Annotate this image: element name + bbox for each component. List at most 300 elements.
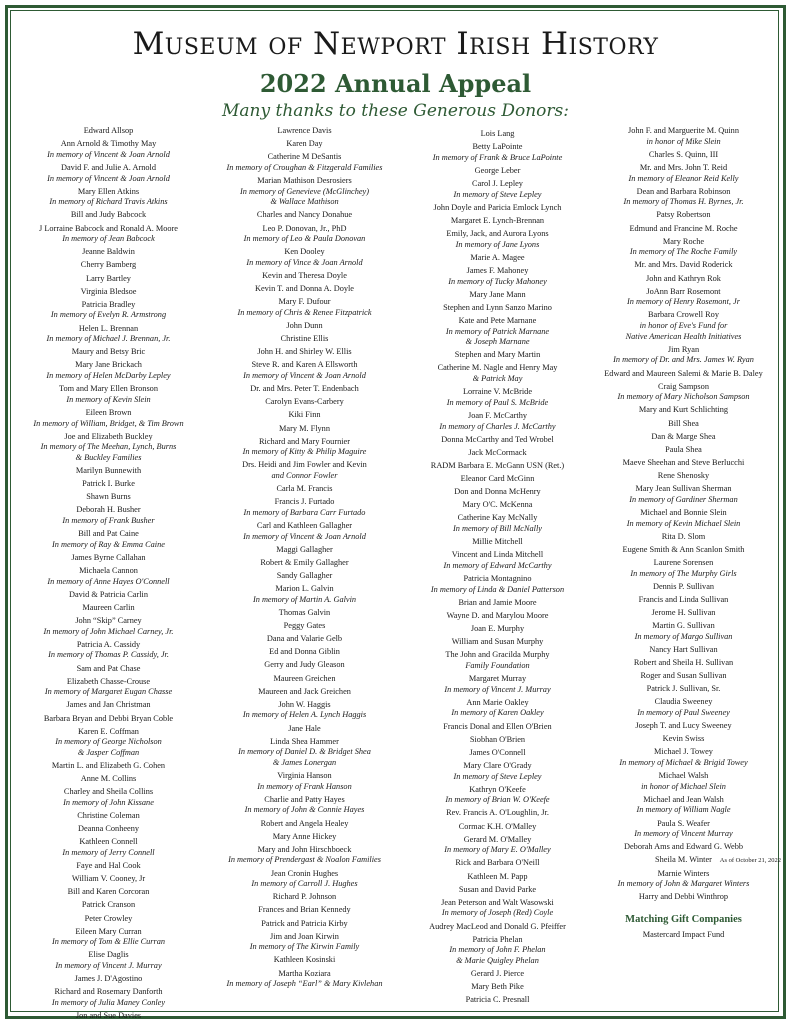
donor-name: Emily, Jack, and Aurora Lyons bbox=[446, 229, 549, 238]
donor-name: Kevin and Theresa Doyle bbox=[262, 271, 347, 280]
donor-name: Leo P. Donovan, Jr., PhD bbox=[262, 223, 347, 233]
donor-name: Kathleen Connell bbox=[79, 837, 138, 847]
donor-entry bbox=[212, 460, 397, 481]
donor-name: Deanna Conheeny bbox=[77, 824, 140, 834]
donor-entry bbox=[212, 737, 397, 769]
matching-gift-title: Matching Gift Companies bbox=[625, 913, 742, 925]
donor-dedication: In memory of Thomas P. Cassidy, Jr. bbox=[48, 650, 169, 660]
donor-dedication: In memory of Vincent J. Murray bbox=[444, 684, 551, 694]
donor-entry bbox=[586, 532, 781, 543]
donor-name: Christine Coleman bbox=[77, 811, 140, 820]
donor-name: Patrick and Patricia Kirby bbox=[261, 918, 348, 928]
donor-entry bbox=[405, 550, 590, 571]
donor-entry bbox=[586, 150, 781, 161]
donor-dedication: In memory of Linda & Daniel Patterson bbox=[430, 584, 565, 594]
donor-name: Jack McCormack bbox=[468, 447, 527, 457]
donor-name: Francis and Linda Sullivan bbox=[638, 594, 729, 604]
donor-entry bbox=[405, 500, 590, 511]
donor-name: Maggi Gallagher bbox=[276, 544, 333, 554]
donor-name: Marie A. Magee bbox=[470, 252, 525, 262]
donor-entry bbox=[212, 905, 397, 916]
donor-name: Gerard M. O'Malley bbox=[463, 834, 532, 844]
donor-name: Susan and David Parke bbox=[458, 884, 537, 894]
donor-entry bbox=[16, 824, 201, 835]
donor-name: Eileen Mary Curran bbox=[75, 926, 142, 936]
donor-dedication: In memory of William Nagle bbox=[636, 805, 731, 815]
donor-entry bbox=[586, 471, 781, 482]
donor-entry bbox=[405, 574, 590, 595]
donor-dedication: In memory of Vincent J. Murray bbox=[55, 961, 162, 970]
donor-name: Cherry Bamberg bbox=[80, 260, 137, 270]
donor-name: Robert & Emily Gallagher bbox=[260, 557, 349, 567]
donor-name: Rene Shenosky bbox=[657, 471, 710, 480]
donor-name: Patsy Robertson bbox=[656, 210, 711, 220]
donor-name: Marnie Winters bbox=[657, 868, 710, 878]
donor-entry bbox=[212, 497, 397, 518]
donor-entry bbox=[405, 129, 590, 140]
donor-entry bbox=[16, 360, 201, 381]
donor-name: Joe and Elizabeth Buckley bbox=[64, 431, 153, 441]
donor-name: Betty LaPointe bbox=[472, 142, 523, 152]
donor-name: Helen L. Brennan bbox=[78, 323, 139, 333]
donor-dedication: In memory of Tom & Ellie Curran bbox=[51, 937, 166, 947]
donor-entry bbox=[586, 582, 781, 593]
donor-entry bbox=[405, 303, 590, 314]
donor-name: Elizabeth Chasse-Crouse bbox=[66, 676, 151, 686]
donor-dedication: In memory of Julia Maney Conley bbox=[51, 997, 166, 1007]
donor-entry bbox=[586, 658, 781, 669]
donor-entry bbox=[405, 166, 590, 177]
donor-entry bbox=[586, 721, 781, 732]
donor-entry bbox=[16, 590, 201, 601]
donor-dedication: & Jasper Coffman bbox=[77, 747, 140, 757]
donor-name: Ann Arnold & Timothy May bbox=[60, 139, 157, 149]
donor-column-4 bbox=[586, 126, 781, 940]
donor-name: Bill and Judy Babcock bbox=[70, 210, 147, 220]
donor-name: Francis J. Furtado bbox=[274, 497, 335, 507]
donor-name: John Doyle and Paricia Emlock Lynch bbox=[433, 202, 562, 212]
donor-name: Mr. and Mrs. John T. Reid bbox=[639, 162, 728, 172]
donor-entry bbox=[405, 513, 590, 534]
donor-dedication: In memory of Vincent & Joan Arnold bbox=[47, 149, 170, 159]
donor-dedication: In memory of Kevin Slein bbox=[66, 394, 151, 404]
donor-name: Maureen Carlin bbox=[82, 602, 135, 612]
donor-entry bbox=[405, 290, 590, 301]
donor-name: Peter Crowley bbox=[84, 913, 133, 923]
donor-entry bbox=[405, 387, 590, 408]
donor-dedication: In memory of William, Bridget, & Tim Brown bbox=[33, 418, 184, 428]
donor-entry bbox=[212, 932, 397, 953]
donor-entry bbox=[16, 466, 201, 477]
donor-dedication: In memory of Carroll J. Hughes bbox=[251, 879, 358, 889]
donor-entry bbox=[405, 835, 590, 856]
donor-entry bbox=[586, 445, 781, 456]
donor-entry bbox=[16, 187, 201, 208]
donor-entry bbox=[212, 571, 397, 582]
donor-name: Marion L. Galvin bbox=[275, 584, 334, 594]
page-title: Museum of Newport Irish History bbox=[132, 26, 659, 62]
donor-dedication: In memory of Henry Rosemont, Jr bbox=[627, 297, 740, 307]
donor-entry bbox=[586, 210, 781, 221]
donor-name: Rick and Barbara O'Neill bbox=[455, 858, 540, 868]
donor-entry bbox=[16, 210, 201, 221]
donor-name: Michael J. Towey bbox=[654, 747, 713, 757]
donor-entry bbox=[405, 216, 590, 227]
donor-entry bbox=[586, 545, 781, 556]
donor-name: Kathryn O'Keefe bbox=[469, 784, 526, 794]
donor-dedication: In memory of Daniel D. & Bridget Shea bbox=[238, 747, 371, 757]
donor-dedication: In memory of John Kissane bbox=[63, 797, 154, 807]
donor-entry bbox=[16, 677, 201, 698]
donor-entry bbox=[212, 397, 397, 408]
donor-entry bbox=[405, 922, 590, 933]
donor-entry bbox=[586, 187, 781, 208]
donor-entry bbox=[212, 687, 397, 698]
donor-name: Mr. and Mrs. David Roderick bbox=[634, 260, 733, 270]
donor-entry bbox=[16, 761, 201, 772]
donor-name: Elise Daglis bbox=[88, 950, 129, 960]
donor-entry bbox=[586, 432, 781, 443]
donor-name: Ken Dooley bbox=[284, 247, 325, 257]
donor-entry bbox=[405, 722, 590, 733]
donor-dedication: In memory of John Michael Carney, Jr. bbox=[43, 626, 174, 636]
donor-name: Lorraine V. McBride bbox=[462, 387, 533, 397]
donor-dedication: In memory of Thomas H. Byrnes, Jr. bbox=[623, 197, 744, 207]
donor-entry bbox=[586, 237, 781, 258]
donor-name: Deborah Ams and Edward G. Webb bbox=[624, 842, 743, 852]
donor-name: Thomas Galvin bbox=[278, 607, 331, 617]
donor-name: Charlie and Patty Hayes bbox=[264, 794, 345, 804]
donor-entry bbox=[586, 224, 781, 235]
donor-dedication: In memory of Vincent Murray bbox=[634, 829, 733, 839]
donor-entry bbox=[586, 697, 781, 718]
donor-name: Roger and Susan Sullivan bbox=[640, 671, 727, 680]
donor-name: Mary and John Hirschboeck bbox=[257, 844, 352, 854]
donor-dedication: & Marie Quigley Phelan bbox=[456, 955, 539, 965]
donor-name: Margaret Murray bbox=[468, 674, 527, 683]
donor-name: JoAnn Barr Rosemont bbox=[646, 286, 721, 296]
donor-entry bbox=[212, 347, 397, 358]
donor-entry bbox=[405, 982, 590, 993]
donor-dedication: In memory of Anne Hayes O'Connell bbox=[47, 576, 170, 586]
donor-entry bbox=[405, 611, 590, 622]
donor-name: John W. Haggis bbox=[278, 699, 331, 709]
donor-dedication: In memory of Frank Hanson bbox=[257, 781, 352, 791]
donor-name: Carolyn Evans-Carbery bbox=[265, 397, 344, 407]
donor-name: Joseph T. and Lucy Sweeney bbox=[635, 721, 732, 730]
donor-name: Frances and Brian Kennedy bbox=[258, 905, 351, 915]
donor-name: Mary Clare O'Grady bbox=[463, 760, 532, 770]
donor-dedication: & James Lonergan bbox=[272, 757, 337, 767]
donor-entry bbox=[405, 898, 590, 919]
donor-name: Gerry and Judy Gleason bbox=[264, 660, 345, 670]
donor-name: James J. D'Agostino bbox=[74, 974, 143, 984]
donor-entry bbox=[212, 608, 397, 619]
donor-entry bbox=[586, 558, 781, 579]
donor-dedication: In memory of Steve Lepley bbox=[453, 189, 542, 199]
donor-dedication: In memory of Frank & Bruce LaPointe bbox=[432, 152, 563, 162]
donor-entry bbox=[16, 139, 201, 160]
donor-entry bbox=[586, 869, 781, 890]
donor-entry bbox=[212, 126, 397, 137]
donor-entry bbox=[16, 914, 201, 925]
donor-name: Francis Donal and Ellen O'Brien bbox=[443, 721, 552, 731]
donor-name: Paula Shea bbox=[665, 444, 702, 454]
donor-dedication: In memory of Vincent & Joan Arnold bbox=[243, 531, 366, 541]
donor-entry bbox=[586, 287, 781, 308]
donor-entry bbox=[586, 126, 781, 147]
donor-entry bbox=[405, 858, 590, 869]
donor-name: John and Kathryn Rok bbox=[646, 273, 721, 283]
donor-entry bbox=[16, 811, 201, 822]
donor-name: Lawrence Davis bbox=[277, 126, 332, 135]
donor-entry bbox=[586, 405, 781, 416]
donor-dedication: Native American Health Initiatives bbox=[625, 331, 742, 341]
donor-name: Marilyn Bunnewith bbox=[75, 466, 142, 475]
donor-entry bbox=[212, 521, 397, 542]
donor-name: Mary Jean Sullivan Sherman bbox=[635, 484, 732, 494]
donor-dedication: In memory of Paul Sweeney bbox=[637, 707, 730, 717]
donor-dedication: In memory of The Murphy Girls bbox=[630, 568, 737, 578]
donor-entry bbox=[405, 650, 590, 671]
donor-name: Ann Marie Oakley bbox=[466, 697, 529, 707]
donor-name: Cormac K.H. O'Malley bbox=[458, 821, 537, 831]
donor-name: Jim and Joan Kirwin bbox=[270, 931, 339, 941]
donor-name: Paula S. Weafer bbox=[657, 818, 710, 828]
donor-entry bbox=[586, 274, 781, 285]
donor-entry bbox=[16, 927, 201, 948]
donor-name: Michaela Cannon bbox=[79, 566, 138, 575]
donor-dedication: In memory of Martin A. Galvin bbox=[252, 594, 357, 604]
donor-name: Eleanor Card McGinn bbox=[460, 474, 535, 483]
donor-entry bbox=[212, 410, 397, 421]
donor-name: Mary O'C. McKenna bbox=[462, 500, 533, 510]
donor-name: Jerome H. Sullivan bbox=[651, 607, 716, 617]
donor-entry bbox=[16, 664, 201, 675]
donor-dedication: In memory of Steve Lepley bbox=[453, 771, 542, 781]
donor-dedication: In memory of Brian W. O'Keefe bbox=[445, 795, 550, 805]
donor-dedication: In memory of George Nicholson bbox=[55, 737, 162, 747]
donor-name: Jean Cronin Hughes bbox=[270, 868, 339, 878]
donor-dedication: In memory of Mary Nicholson Sampson bbox=[617, 392, 750, 402]
donor-name: Catherine M. Nagle and Henry May bbox=[437, 363, 558, 373]
donor-entry bbox=[405, 253, 590, 264]
donor-name: George Leber bbox=[474, 165, 521, 175]
donor-entry bbox=[16, 900, 201, 911]
donor-dedication: In memory of John & Connie Hayes bbox=[244, 805, 365, 815]
donor-dedication: In memory of Helen McDarby Lepley bbox=[46, 371, 171, 380]
donor-entry bbox=[586, 608, 781, 619]
donor-entry bbox=[586, 795, 781, 816]
donor-entry bbox=[16, 529, 201, 550]
donor-entry bbox=[405, 761, 590, 782]
as-of-date: As of October 21, 2022 bbox=[719, 857, 781, 864]
donor-name: Patricia Bradley bbox=[81, 299, 136, 309]
donor-name: Mary Ellen Atkins bbox=[77, 186, 140, 196]
donor-entry bbox=[16, 553, 201, 564]
donor-name: Joan E. Murphy bbox=[470, 624, 525, 633]
donor-name: Patrick Cranson bbox=[81, 900, 136, 910]
donor-column-3 bbox=[405, 129, 590, 1006]
donor-entry bbox=[16, 126, 201, 137]
header bbox=[0, 24, 791, 122]
donor-entry bbox=[586, 671, 781, 682]
donor-entry bbox=[16, 566, 201, 587]
donor-entry bbox=[16, 887, 201, 898]
donor-name: John H. and Shirley W. Ellis bbox=[257, 347, 352, 357]
donor-entry bbox=[405, 698, 590, 719]
donor-dedication: In memory of Jerry Connell bbox=[62, 847, 155, 857]
donor-dedication: In memory of Eleanor Reid Kelly bbox=[628, 173, 739, 183]
donor-entry bbox=[16, 408, 201, 429]
donor-entry bbox=[16, 861, 201, 872]
donor-entry bbox=[586, 684, 781, 695]
donor-entry bbox=[16, 874, 201, 885]
donor-entry bbox=[16, 727, 201, 759]
page-subtitle: 2022 Annual Appeal bbox=[259, 69, 532, 98]
donor-entry bbox=[16, 700, 201, 711]
donor-dedication: In memory of Chris & Renee Fitzpatrick bbox=[237, 307, 372, 317]
donor-entry bbox=[16, 950, 201, 971]
donor-name: Larry Bartley bbox=[86, 273, 131, 283]
donor-entry bbox=[16, 300, 201, 321]
donor-entry bbox=[212, 297, 397, 318]
donor-entry bbox=[212, 634, 397, 645]
donor-dedication: In memory of Patrick Marnane bbox=[445, 326, 550, 336]
donor-name: Kathleen M. Papp bbox=[467, 871, 528, 881]
donor-name: Richard and Mary Fournier bbox=[258, 436, 350, 446]
donor-dedication: In memory of The Roche Family bbox=[629, 247, 738, 257]
donor-name: Christine Ellis bbox=[280, 334, 329, 344]
donor-dedication: In memory of Ray & Emma Caine bbox=[52, 539, 165, 549]
donor-entry bbox=[405, 808, 590, 819]
donor-name: Carla M. Francis bbox=[276, 484, 333, 494]
donor-dedication: in honor of Mike Slein bbox=[646, 136, 721, 146]
donor-name: Bill and Pat Caine bbox=[78, 529, 139, 539]
donor-entry bbox=[586, 892, 781, 903]
donor-entry bbox=[16, 987, 201, 1008]
donor-name: Patrick I. Burke bbox=[82, 479, 135, 489]
donor-name: Maury and Betsy Bric bbox=[71, 347, 146, 357]
donor-name: Barbara Bryan and Debbi Bryan Coble bbox=[43, 713, 174, 723]
donor-name: Shawn Burns bbox=[86, 492, 131, 502]
donor-name: Don and Donna McHenry bbox=[454, 487, 541, 497]
donor-entry bbox=[212, 558, 397, 569]
donor-entry bbox=[16, 260, 201, 271]
donor-entry bbox=[16, 603, 201, 614]
donor-entry bbox=[16, 505, 201, 526]
donor-name: Virginia Hanson bbox=[277, 771, 332, 780]
matching-gift-item: Mastercard Impact Fund bbox=[642, 929, 725, 939]
donor-entry bbox=[16, 163, 201, 184]
donor-dedication: and Connor Fowler bbox=[271, 471, 338, 480]
donor-dedication: In memory of Tucky Mahoney bbox=[448, 276, 547, 286]
donor-name: Anne M. Collins bbox=[80, 774, 137, 784]
donor-name: Kathleen Kosinski bbox=[273, 955, 336, 965]
donor-name: Tom and Mary Ellen Bronson bbox=[59, 384, 158, 394]
donor-name: Mary Jane Brickach bbox=[75, 360, 142, 370]
donor-entry bbox=[405, 822, 590, 833]
donor-name: Mary Anne Hickey bbox=[272, 831, 337, 841]
donor-dedication: In memory of The Meehan, Lynch, Burns bbox=[40, 442, 177, 452]
donor-dedication: In memory of Jean Babcock bbox=[62, 234, 155, 244]
donor-name: Brian and Jamie Moore bbox=[458, 597, 537, 607]
donor-name: Mary Roche bbox=[662, 236, 705, 246]
donor-entry bbox=[16, 640, 201, 661]
donor-entry bbox=[212, 969, 397, 990]
donor-entry bbox=[586, 771, 781, 792]
donor-entry bbox=[405, 448, 590, 459]
donor-name: Richard and Rosemary Danforth bbox=[54, 987, 163, 997]
donor-name: Martha Koziara bbox=[278, 968, 331, 978]
donor-column-1 bbox=[16, 126, 201, 1022]
donor-dedication: In memory of Vince & Joan Arnold bbox=[246, 257, 363, 267]
donor-name: Dana and Valarie Gelb bbox=[266, 634, 343, 644]
donor-name: John Dunn bbox=[286, 321, 323, 330]
donor-name: Charles and Nancy Donahue bbox=[256, 210, 353, 220]
donor-dedication: & Joseph Marnane bbox=[465, 337, 530, 347]
donor-entry bbox=[16, 384, 201, 405]
donor-name: Robert and Sheila H. Sullivan bbox=[633, 657, 734, 667]
donor-entry bbox=[405, 142, 590, 163]
donor-entry bbox=[405, 363, 590, 384]
donor-entry bbox=[586, 645, 781, 656]
donor-dedication: In memory of Michael J. Brennan, Jr. bbox=[46, 334, 171, 344]
donor-name: Eugene Smith & Ann Scanlon Smith bbox=[622, 544, 745, 554]
donor-entry bbox=[586, 382, 781, 403]
donor-name: Steve R. and Karen A Ellsworth bbox=[251, 360, 358, 370]
donor-entry bbox=[405, 537, 590, 548]
donor-name: Edward and Maureen Salemi & Marie B. Daley bbox=[604, 368, 763, 378]
donor-name: Mary Beth Pike bbox=[471, 982, 524, 992]
donor-entry bbox=[212, 247, 397, 268]
donor-entry bbox=[212, 321, 397, 332]
donor-entry bbox=[586, 345, 781, 366]
donor-entry bbox=[212, 892, 397, 903]
donor-entry bbox=[586, 734, 781, 745]
donor-entry bbox=[212, 621, 397, 632]
donor-name: Maureen Greichen bbox=[273, 673, 336, 683]
donor-entry bbox=[16, 324, 201, 345]
donor-name: James O'Connell bbox=[469, 747, 526, 757]
donor-entry bbox=[16, 287, 201, 298]
donor-dedication: In memory of Vincent & Joan Arnold bbox=[243, 371, 366, 380]
donor-dedication: & Patrick May bbox=[472, 374, 523, 383]
donor-name: Michael and Jean Walsh bbox=[643, 794, 724, 804]
donor-entry bbox=[212, 955, 397, 966]
donor-entry bbox=[16, 1011, 201, 1022]
donor-entry bbox=[212, 724, 397, 735]
donor-entry bbox=[405, 487, 590, 498]
donor-name: The John and Gracilda Murphy bbox=[445, 650, 550, 660]
donor-dedication: In memory of Kevin Michael Slein bbox=[626, 518, 741, 528]
donor-name: Joan F. McCarthy bbox=[467, 410, 528, 420]
donor-name: Jane Hale bbox=[288, 723, 321, 733]
donor-name: J Lorraine Babcock and Ronald A. Moore bbox=[39, 223, 178, 233]
donor-dedication: In memory of Jane Lyons bbox=[455, 239, 540, 249]
donor-name: Dr. and Mrs. Peter T. Endenbach bbox=[250, 384, 359, 394]
donor-entry bbox=[212, 545, 397, 556]
donor-dedication: In memory of Margo Sullivan bbox=[634, 631, 733, 641]
donor-name: Nancy Hart Sullivan bbox=[649, 644, 718, 654]
donor-name: Bill Shea bbox=[668, 418, 699, 428]
donor-name: Rev. Francis A. O'Loughlin, Jr. bbox=[446, 808, 549, 818]
donor-entry bbox=[586, 369, 781, 380]
donor-name: Peggy Gates bbox=[283, 621, 326, 630]
donor-name: Vincent and Linda Mitchell bbox=[451, 550, 544, 560]
donor-dedication: & Wallace Mathison bbox=[270, 197, 339, 207]
donor-entry bbox=[212, 832, 397, 843]
